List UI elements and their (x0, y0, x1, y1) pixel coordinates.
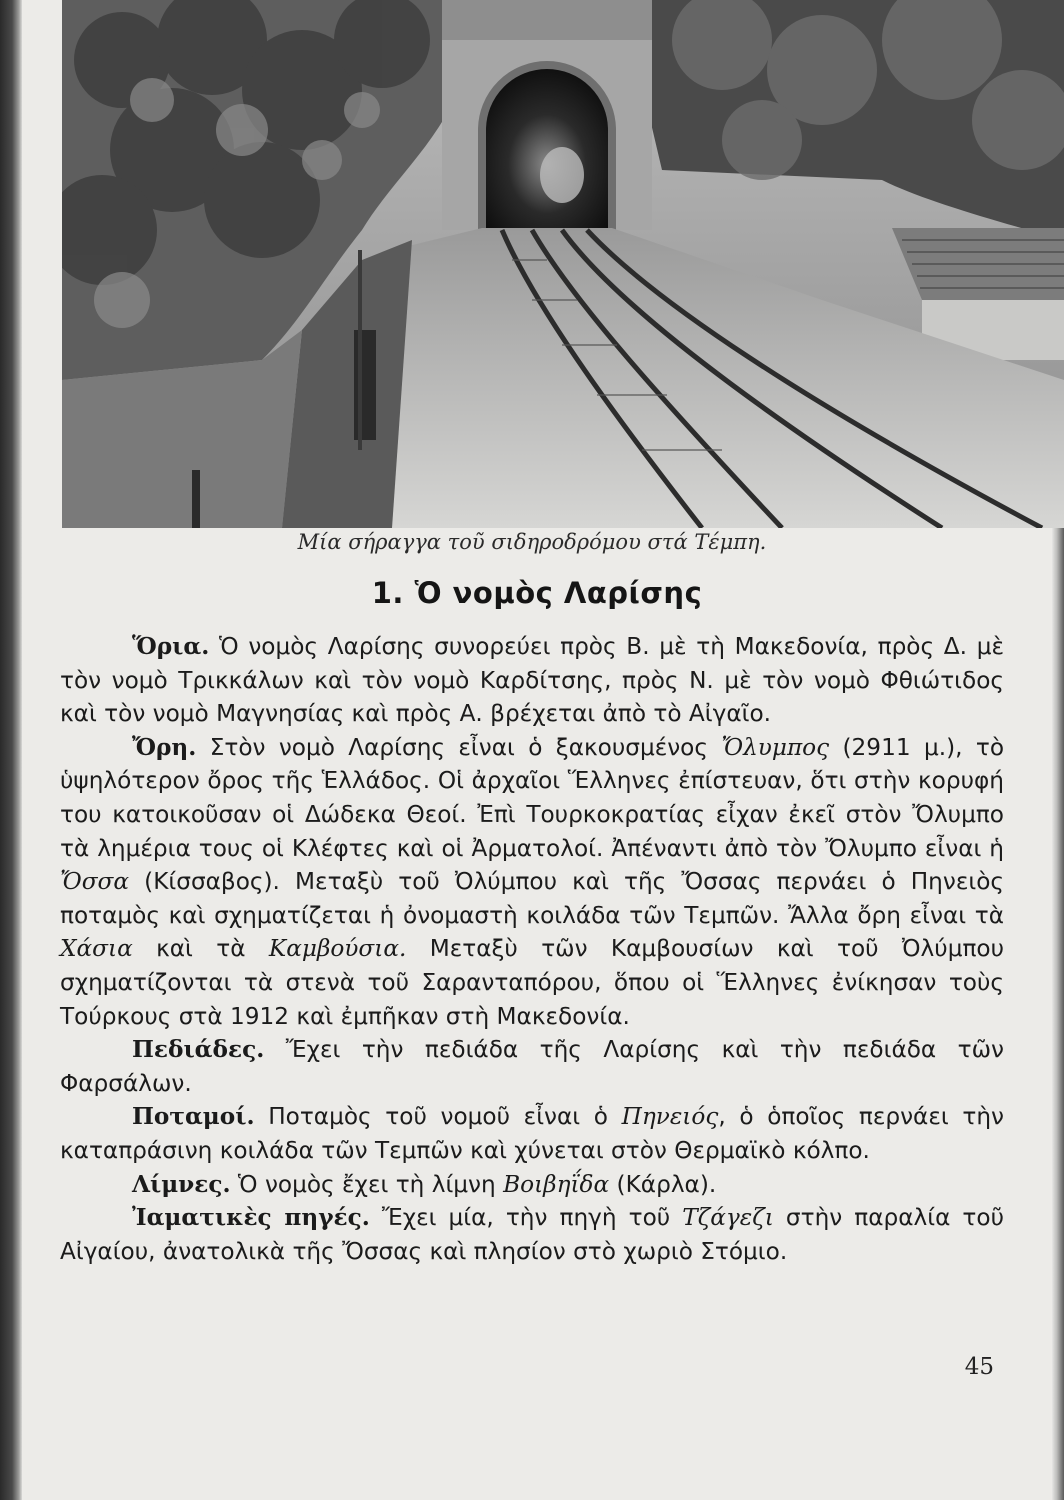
tunnel-photograph (62, 0, 1064, 528)
photo-caption: Μία σήραγγα τοῦ σιδηροδρόμου στά Τέμπη. (297, 530, 767, 554)
section-title: 1. Ὁ νομὸς Λαρίσης (371, 576, 703, 610)
paragraph-label: Ποταμοί. (132, 1103, 255, 1131)
book-binding-edge (0, 0, 22, 1500)
page-number: 45 (964, 1354, 994, 1380)
paragraph-oria: Ὅρια. Ὁ νομὸς Λαρίσης συνορεύει πρὸς Β. μὲ τὴ Μακεδονία, πρὸς Δ. μὲ τὸν νομὸ Τρικκάλων καὶ τὸν νομὸ Καρδίτσης, πρὸς Ν. μὲ τὸν νομὸ Φθιώτιδος καὶ τὸν νομὸ Μαγνησίας καὶ πρὸς Α. βρέχεται ἀπὸ τὸ Αἰγαῖο. (60, 633, 1004, 728)
book-page (22, 0, 1052, 1500)
paragraph-ori: Ὄρη. Στὸν νομὸ Λαρίσης εἶναι ὁ ξακουσμένος Ὄλυμπος (2911 μ.), τὸ ὑψηλότερον ὄρος τῆς Ἑλλάδος. Οἱ ἀρχαῖοι Ἕλληνες ἐπίστευαν, ὅτι στὴν κορυφή του κατοικοῦσαν οἱ Δώδεκα Θεοί. Ἐπὶ Τουρκοκρατίας εἶχαν ἐκεῖ στὸν Ὄλυμπο τὰ λημέρια τους οἱ Κλέφτες καὶ οἱ Ἀρματολοί. Ἀπέναντι ἀπὸ τὸν Ὄλυμπο εἶναι ἡ Ὄσσα (Κίσσαβος). Μεταξὺ τοῦ Ὀλύμπου καὶ τῆς Ὄσσας περνάει ὁ Πηνειὸς ποταμὸς καὶ σχηματίζεται ἡ ὀνομαστὴ κοιλάδα τῶν Τεμπῶν. Ἄλλα ὄρη εἶναι τὰ Χάσια καὶ τὰ Καμβούσια. Μεταξὺ τῶν Καμβουσίων καὶ τοῦ Ὀλύμπου σχηματίζονται τὰ στενὰ τοῦ Σαρανταπόρου, ὅπου οἱ Ἕλληνες ἐνίκησαν τοὺς Τούρκους στὰ 1912 καὶ ἐμπῆκαν στὴ Μακεδονία. (60, 733, 1005, 1030)
paragraph-label: Ἰαματικὲς πηγές. (132, 1204, 370, 1232)
body-text (60, 630, 1004, 1268)
paragraph-label: Ὄρη. (132, 733, 197, 761)
paragraph-pigi: Ἰαματικὲς πηγές. Ἔχει μία, τὴν πηγὴ τοῦ Τζάγεζι στὴν παραλία τοῦ Αἰγαίου, ἀνατολικὰ τῆς Ὄσσας καὶ πλησίον στὸ χωριὸ Στόμιο. (60, 1204, 1004, 1265)
paragraph-label: Λίμνες. (132, 1170, 231, 1198)
paragraph-potamoi: Ποταμοί. Ποταμὸς τοῦ νομοῦ εἶναι ὁ Πηνειός, ὁ ὁποῖος περνάει τὴν καταπράσινη κοιλάδα τῶν Τεμπῶν καὶ χύνεται στὸν Θερμαϊκὸ κόλπο. (60, 1103, 1004, 1164)
paragraph-limnes: Λίμνες. Ὁ νομὸς ἔχει τὴ λίμνη Βοιβηΐδα (Κάρλα). (132, 1170, 717, 1198)
paragraph-label: Πεδιάδες. (132, 1036, 265, 1064)
paragraph-label: Ὅρια. (132, 633, 210, 660)
paragraph-pediades: Πεδιάδες. Ἔχει τὴν πεδιάδα τῆς Λαρίσης καὶ τὴν πεδιάδα τῶν Φαρσάλων. (60, 1036, 1004, 1097)
